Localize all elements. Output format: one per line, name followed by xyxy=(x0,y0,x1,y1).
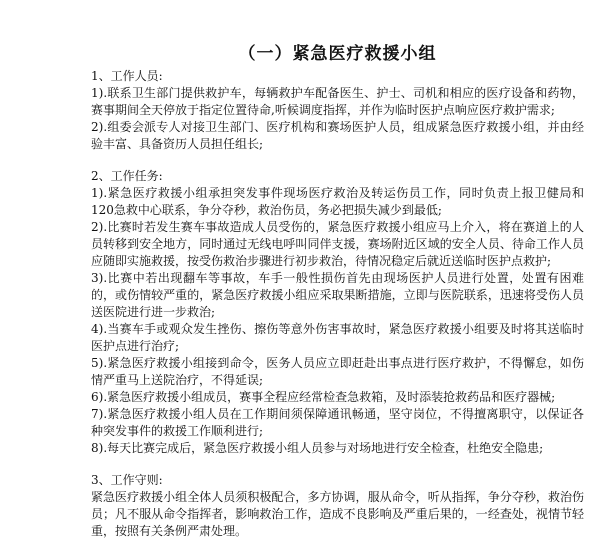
paragraph: 紧急医疗救援小组全体人员须积极配合，多方协调，服从命令，听从指挥，争分夺秒，救治伤员；凡不服从命令指挥者，影响救治工作，造成不良影响及严重后果的，一经查处，视情节轻重，按照有关条例严肃处理。 xyxy=(91,490,584,538)
paragraph: 3).比赛中若出现翻车等事故，车手一般性损伤首先由现场医护人员进行处置，处置有困难的，或伤情较严重的，紧急医疗救援小组应采取果断措施，立即与医院联系，迅速将受伤人员送医院进行进一步救治; xyxy=(91,271,584,319)
section-heading: 1、工作人员: xyxy=(91,69,163,83)
section-spacer xyxy=(91,153,584,168)
paragraph: 4).当赛车手或观众发生挫伤、擦伤等意外伤害事故时，紧急医疗救援小组要及时将其送临时医护点进行治疗; xyxy=(91,322,584,353)
paragraph: 5).紧急医疗救援小组接到命令，医务人员应立即赶赴出事点进行医疗救护，不得懈怠，如伤情严重马上送院治疗，不得延误; xyxy=(91,356,584,387)
section-spacer xyxy=(91,457,584,472)
document-title: （一）紧急医疗救援小组 xyxy=(238,44,437,64)
paragraph: 8).每天比赛完成后，紧急医疗救援小组人员参与对场地进行安全检查，杜绝安全隐患; xyxy=(91,441,544,455)
section-personnel xyxy=(91,68,584,153)
paragraph: 6).紧急医疗救援小组成员，赛事全程应经常检查急救箱，及时添装抢救药品和医疗器械; xyxy=(91,390,556,404)
paragraph: 2).组委会派专人对接卫生部门、医疗机构和赛场医护人员，组成紧急医疗救援小组，并由经验丰富、具备资历人员担任组长; xyxy=(91,120,584,151)
paragraph: 1).联系卫生部门提供救护车，每辆救护车配备医生、护士、司机和相应的医疗设备和药物，赛事期间全天停放于指定位置待命,听候调度指挥，并作为临时医护点响应医疗救护需求; xyxy=(91,86,584,117)
paragraph: 7).紧急医疗救援小组人员在工作期间须保障通讯畅通，坚守岗位，不得擅离职守，以保证各种突发事件的救援工作顺利进行; xyxy=(91,407,584,438)
paragraph: 2).比赛时若发生赛车事故造成人员受伤的，紧急医疗救援小组应马上介入，将在赛道上的人员转移到安全地方，同时通过无线电呼叫同伴支援，赛场附近区域的安全人员、待命工作人员应随即实施救援，按受伤救治步骤进行初步救治，待情况稳定后就近送临时医护点救护; xyxy=(91,220,584,268)
section-rules xyxy=(91,472,584,540)
section-tasks xyxy=(91,168,584,457)
section-heading: 2、工作任务: xyxy=(91,169,163,183)
section-heading: 3、工作守则: xyxy=(91,473,163,487)
paragraph: 1).紧急医疗救援小组承担突发事件现场医疗救治及转运伤员工作，同时负责上报卫健局和120急救中心联系，争分夺秒，救治伤员，务必把损失减少到最低; xyxy=(91,186,584,217)
